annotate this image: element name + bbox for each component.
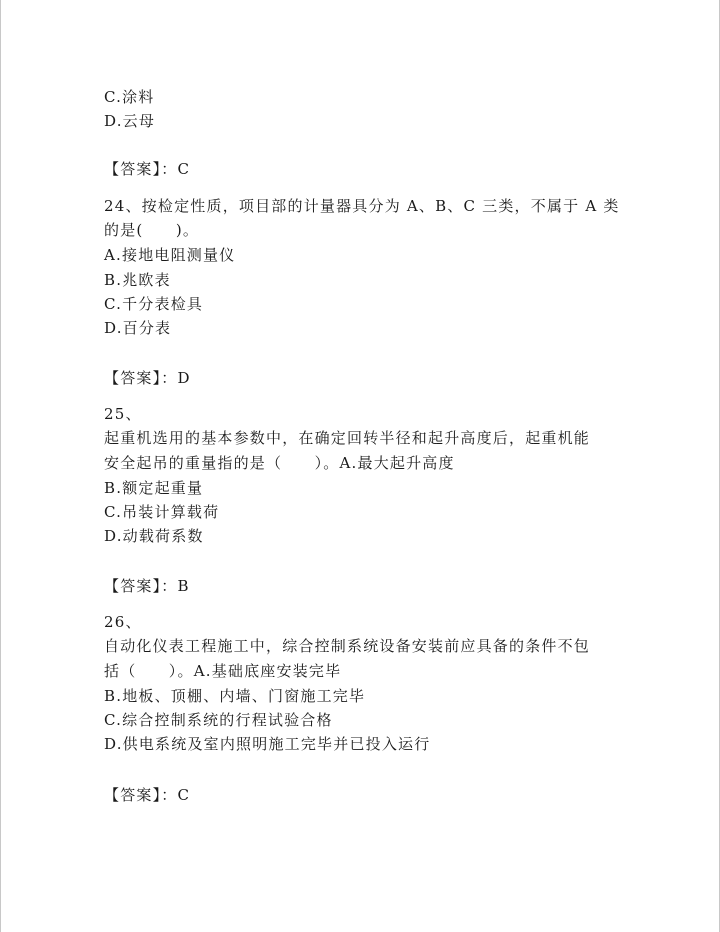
q25-number: 25、 — [104, 405, 142, 423]
q23-option-c: C.涂料 — [104, 88, 155, 106]
q25-stem-line-2: 安全起吊的重量指的是（ ）。A.最大起升高度 — [104, 454, 455, 472]
q25-answer: 【答案】：B — [104, 577, 190, 595]
q24-option-b: B.兆欧表 — [104, 271, 171, 289]
q26-option-b: B.地板、顶棚、内墙、门窗施工完毕 — [104, 687, 366, 705]
q25-option-d: D.动载荷系数 — [104, 527, 204, 545]
q24-stem-line-1: 24、按检定性质，项目部的计量器具分为 A、B、C 三类，不属于 A 类 — [104, 197, 620, 215]
q26-option-c: C.综合控制系统的行程试验合格 — [104, 711, 333, 729]
q26-number: 26、 — [104, 613, 142, 631]
q24-option-c: C.千分表检具 — [104, 295, 204, 313]
q26-stem-line-2: 括（ ）。A.基础底座安装完毕 — [104, 662, 342, 680]
q26-option-d: D.供电系统及室内照明施工完毕并已投入运行 — [104, 735, 431, 753]
q23-answer: 【答案】：C — [104, 160, 191, 178]
q24-option-d: D.百分表 — [104, 319, 172, 337]
q25-option-b: B.额定起重量 — [104, 479, 204, 497]
q24-option-a: A.接地电阻测量仪 — [104, 246, 236, 264]
q26-answer: 【答案】：C — [104, 786, 191, 804]
q24-answer: 【答案】：D — [104, 369, 191, 387]
q26-stem-line-1: 自动化仪表工程施工中，综合控制系统设备安装前应具备的条件不包 — [104, 637, 591, 655]
q23-option-d: D.云母 — [104, 112, 156, 130]
q25-option-c: C.吊装计算载荷 — [104, 503, 220, 521]
q24-stem-line-2: 的是( )。 — [104, 221, 200, 239]
page-border-left — [0, 0, 1, 932]
q25-stem-line-1: 起重机选用的基本参数中，在确定回转半径和起升高度后，起重机能 — [104, 429, 591, 447]
